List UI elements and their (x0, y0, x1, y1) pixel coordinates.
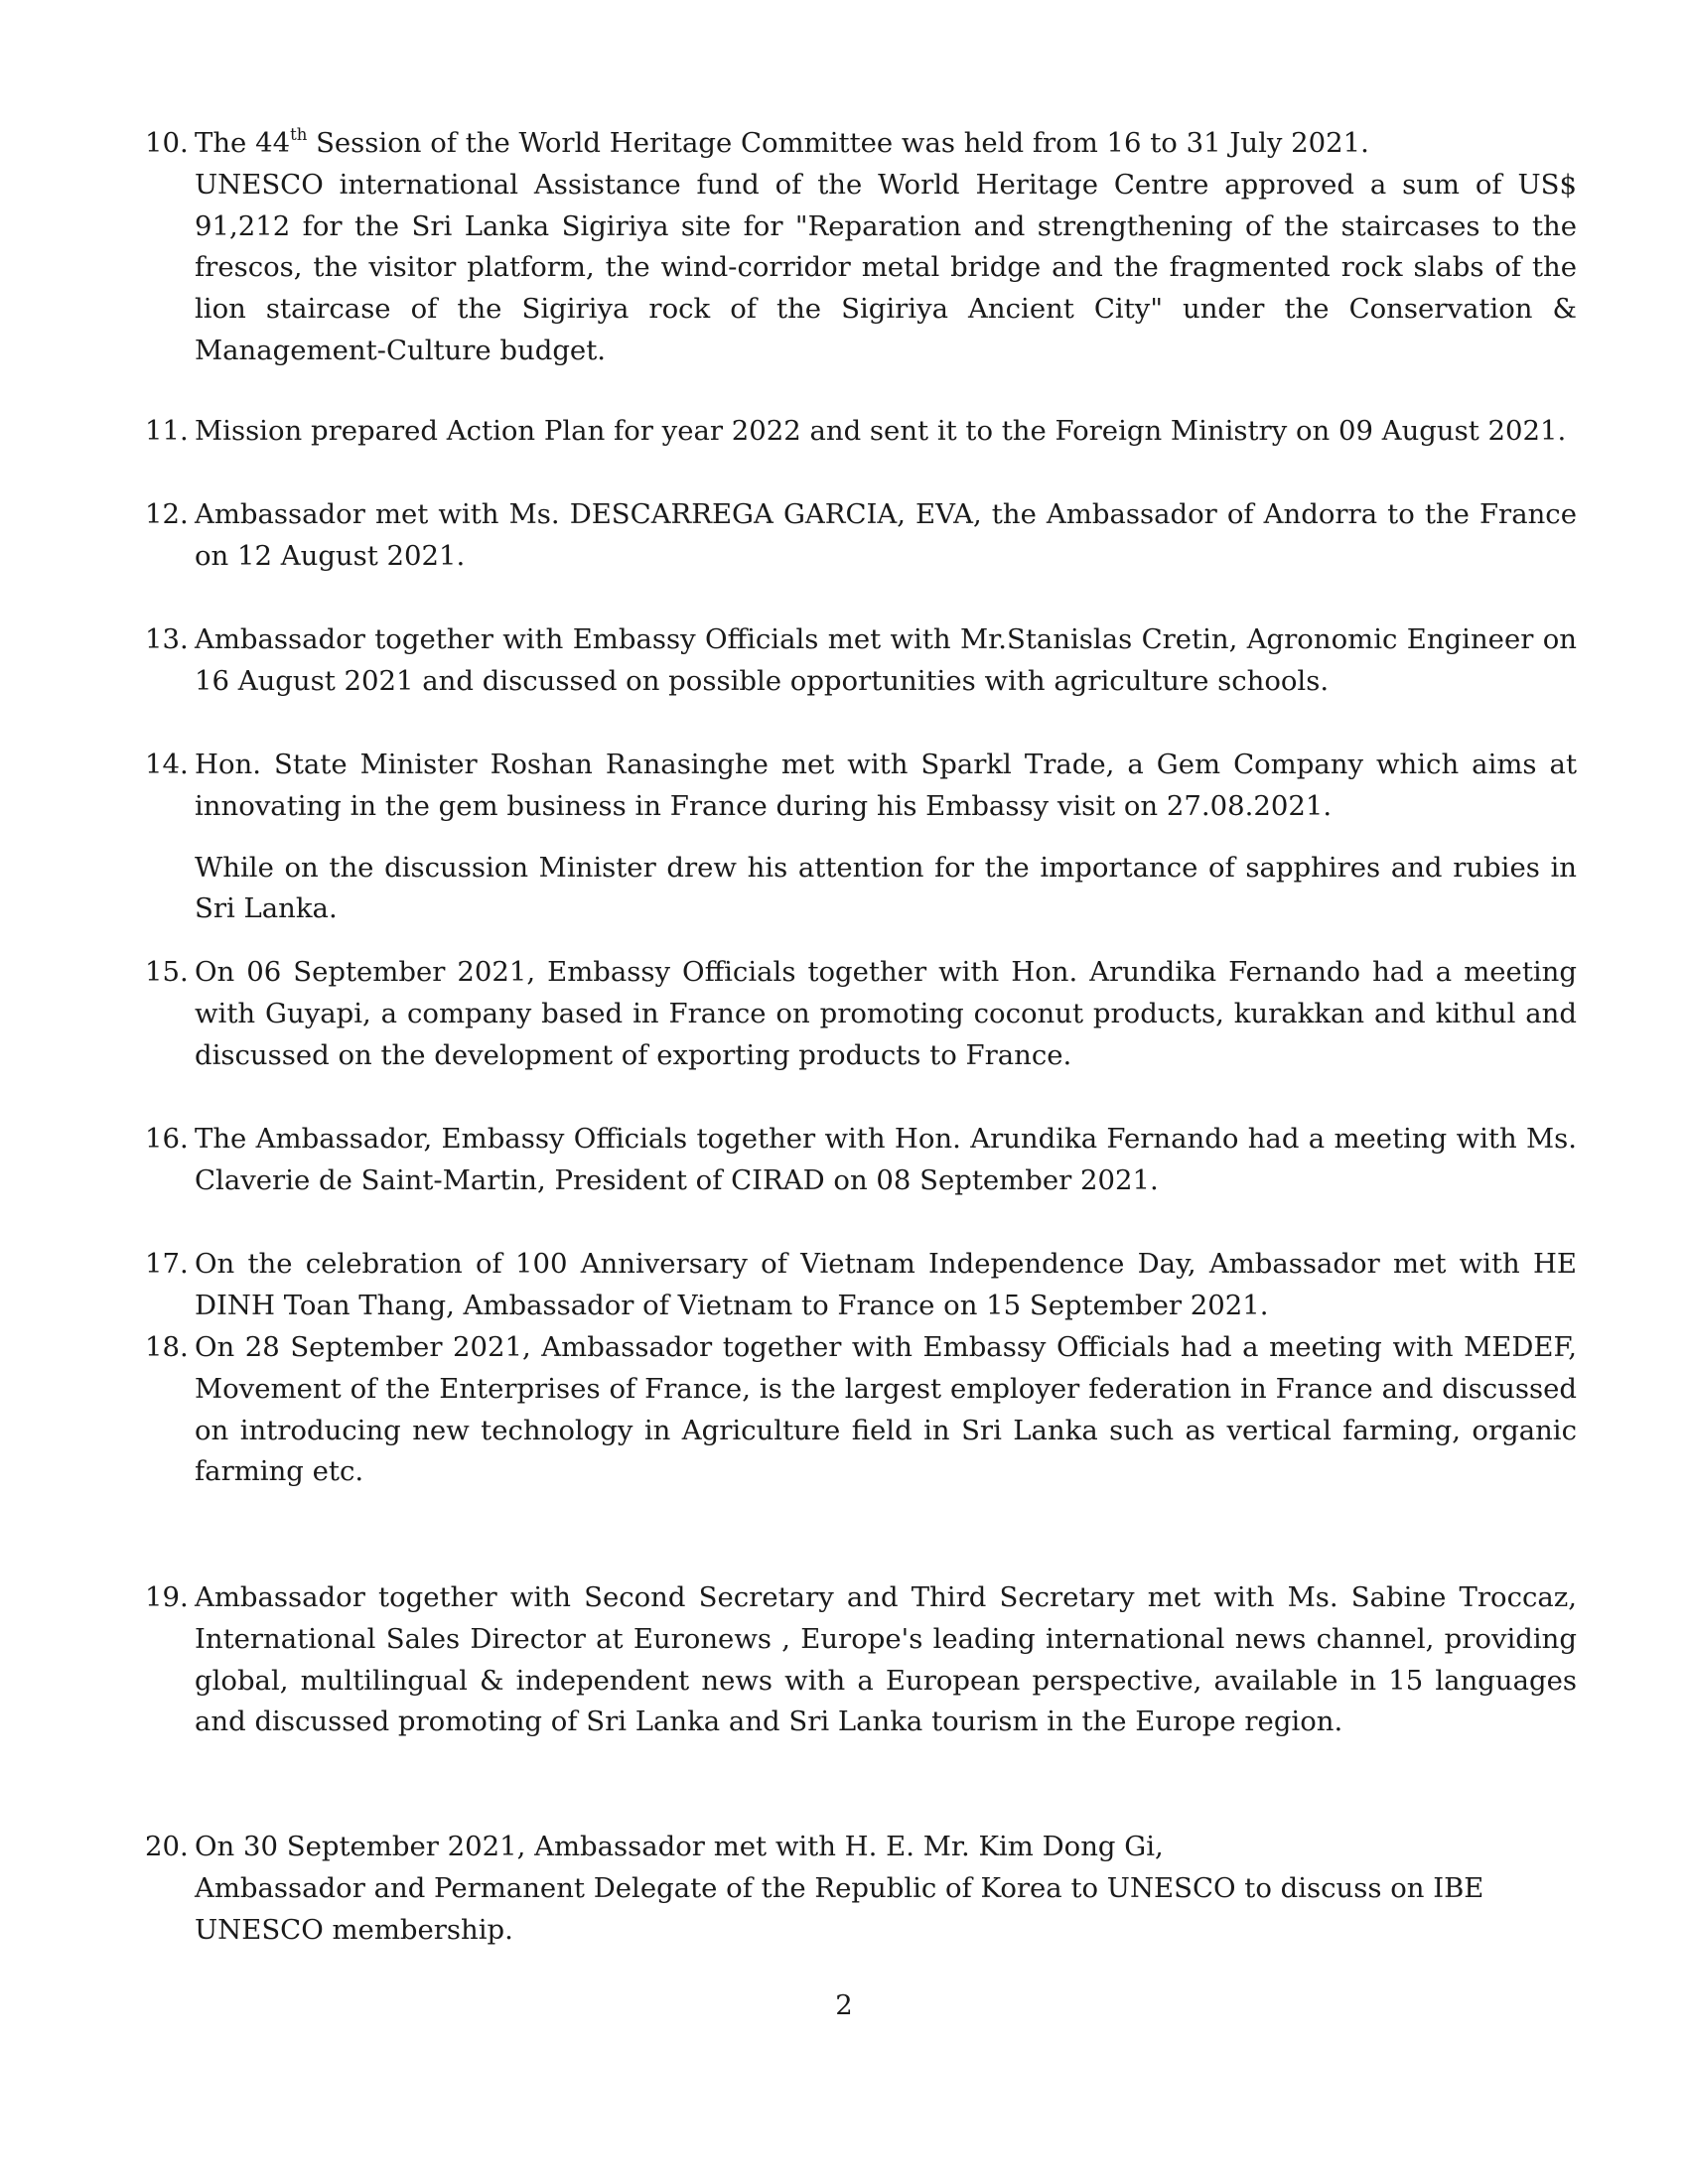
list-item-14 (145, 745, 1577, 930)
item-number: 15. (145, 956, 189, 988)
list-item-20 (145, 1827, 1577, 1951)
item-10-paragraph: UNESCO international Assistance fund of the World Heritage Centre approved a sum of US$ 91,212 for the Sri Lanka Sigiriya site for "Reparation and strengthening of the staircases to the frescos, the visitor platform, the wind-corridor metal bridge and the fragmented rock slabs of the lion staircase of the Sigiriya rock of the Sigiriya Ancient City" under the Conservation & Management-Culture budget. (195, 168, 1577, 366)
list-item-19 (145, 1577, 1577, 1743)
item-number: 14. (145, 749, 189, 780)
item-number: 17. (145, 1248, 189, 1280)
item-20-paragraph: Ambassador and Permanent Delegate of the Republic of Korea to UNESCO to discuss on IBE UNESCO membership. (195, 1871, 1484, 1946)
item-14-text: Hon. State Minister Roshan Ranasinghe met with Sparkl Trade, a Gem Company which aims at innovating in the gem business in France during his Embassy visit on 27.08.2021. (195, 749, 1577, 822)
list-item-12 (145, 494, 1577, 578)
item-10-text-end: Session of the World Heritage Committee was held from 16 to 31 July 2021. (307, 127, 1369, 159)
item-15-text: On 06 September 2021, Embassy Officials together with Hon. Arundika Fernando had a meeting with Guyapi, a company based in France on promoting coconut products, kurakkan and kithul and discussed on the development of exporting products to France. (195, 956, 1577, 1071)
item-11-text: Mission prepared Action Plan for year 2022 and sent it to the Foreign Ministry on 09 August 2021. (195, 415, 1567, 447)
item-20-text: On 30 September 2021, Ambassador met with H. E. Mr. Kim Dong Gi, (195, 1831, 1164, 1862)
page-number: 2 (835, 1989, 853, 2021)
list-item-18 (145, 1327, 1577, 1493)
item-12-text: Ambassador met with Ms. DESCARREGA GARCIA, EVA, the Ambassador of Andorra to the France on 12 August 2021. (195, 498, 1577, 572)
item-17-text: On the celebration of 100 Anniversary of Vietnam Independence Day, Ambassador met with HE DINH Toan Thang, Ambassador of Vietnam to France on 15 September 2021. (195, 1248, 1577, 1321)
list-item-17 (145, 1244, 1577, 1327)
item-10-heading (145, 123, 1577, 165)
item-number: 20. (145, 1831, 189, 1862)
list-item-10 (145, 123, 1577, 372)
item-13-text: Ambassador together with Embassy Officials met with Mr.Stanislas Cretin, Agronomic Engineer on 16 August 2021 and discussed on possible opportunities with agriculture schools. (195, 623, 1577, 697)
item-number: 16. (145, 1123, 189, 1155)
list-item-16 (145, 1119, 1577, 1202)
item-number: 19. (145, 1581, 189, 1613)
list-item-13 (145, 619, 1577, 703)
item-number: 13. (145, 623, 189, 655)
list-item-11 (145, 411, 1577, 453)
item-10-text-start: The 44 (195, 127, 291, 159)
item-number: 11. (145, 415, 189, 447)
item-number: 18. (145, 1331, 189, 1363)
item-number: 10. (145, 127, 189, 159)
list-item-15 (145, 952, 1577, 1076)
item-14-paragraph: While on the discussion Minister drew his attention for the importance of sapphires and rubies in Sri Lanka. (195, 851, 1577, 925)
item-19-text: Ambassador together with Second Secretary and Third Secretary met with Ms. Sabine Troccaz, International Sales Director at Euronews , Europe's leading international news channel, providing global, multilingual & independent news with a European perspective, available in 15 languages and discussed promoting of Sri Lanka and Sri Lanka tourism in the Europe region. (195, 1581, 1577, 1738)
item-16-text: The Ambassador, Embassy Officials together with Hon. Arundika Fernando had a meeting with Ms. Claverie de Saint-Martin, President of CIRAD on 08 September 2021. (195, 1123, 1577, 1196)
item-number: 12. (145, 498, 189, 530)
item-18-text: On 28 September 2021, Ambassador together with Embassy Officials had a meeting with MEDEF, Movement of the Enterprises of France, is the largest employer federation in France and discussed on introducing new technology in Agriculture field in Sri Lanka such as vertical farming, organic farming etc. (195, 1331, 1577, 1488)
ordinal-superscript: th (290, 125, 308, 145)
